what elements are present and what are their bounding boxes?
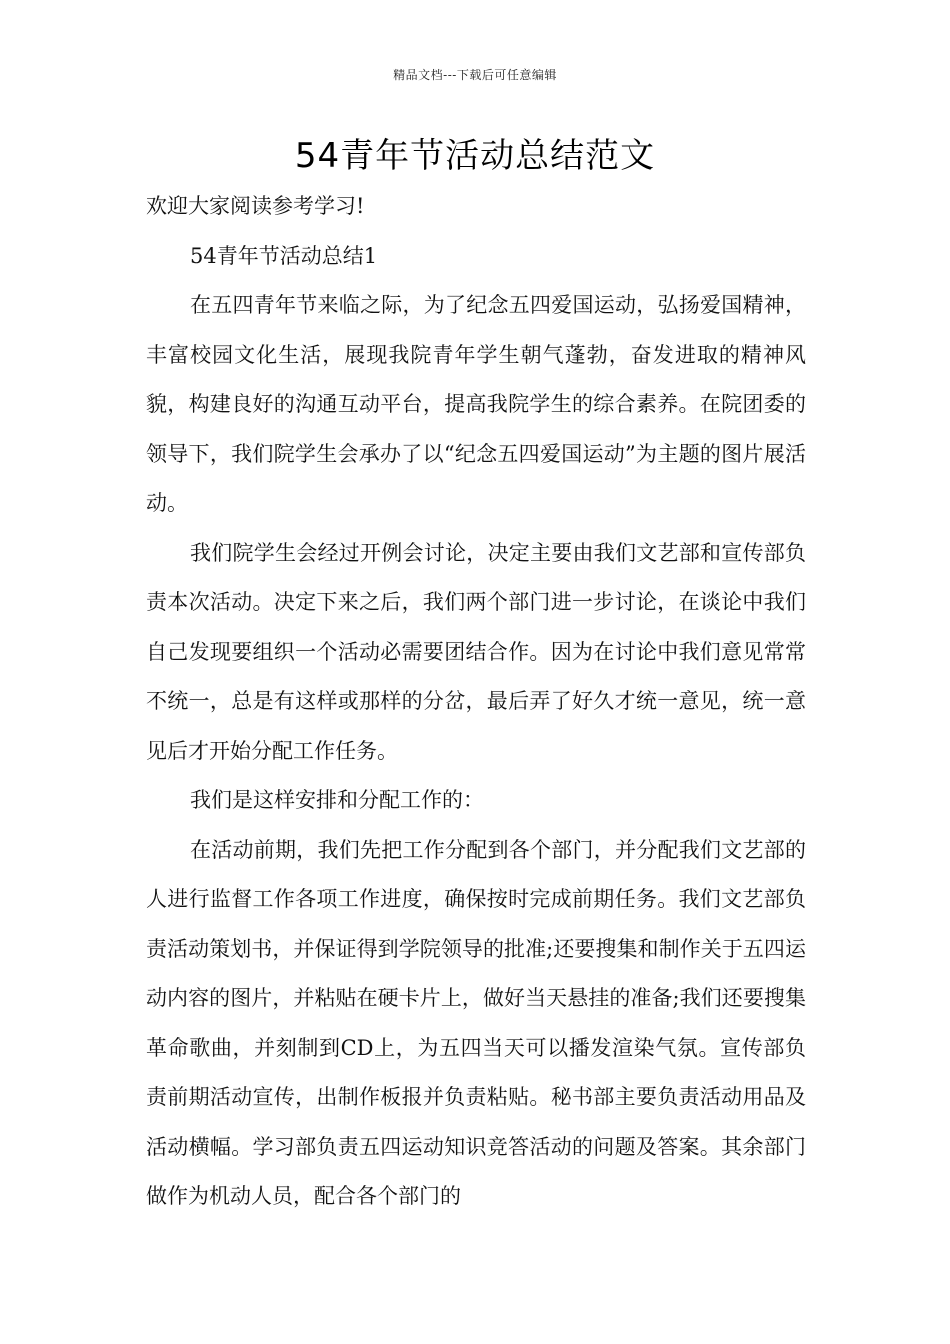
document-title: 54青年节活动总结范文 <box>294 136 656 176</box>
document-body <box>146 182 806 1222</box>
section-heading: 54青年节活动总结1 <box>190 243 378 268</box>
body-paragraph: 在活动前期，我们先把工作分配到各个部门，并分配我们文艺部的人进行监督工作各项工作进度，确保按时完成前期任务。我们文艺部负责活动策划书，并保证得到学院领导的批准;还要搜集和制作关于五四运动内容的图片，并粘贴在硬卡片上，做好当天悬挂的准备;我们还要搜集革命歌曲，并刻制到CD上，为五四当天可以播发渲染气氛。宣传部负责前期活动宣传，出制作板报并负责粘贴。秘书部主要负责活动用品及活动横幅。学习部负责五四运动知识竞答活动的问题及答案。其余部门做作为机动人员，配合各个部门的 <box>146 837 806 1208</box>
body-paragraph: 我们院学生会经过开例会讨论，决定主要由我们文艺部和宣传部负责本次活动。决定下来之后，我们两个部门进一步讨论，在谈论中我们自己发现要组织一个活动必需要团结合作。因为在讨论中我们意见常常不统一，总是有这样或那样的分岔，最后弄了好久才统一意见，统一意见后才开始分配工作任务。 <box>146 540 806 763</box>
header-note: 精品文档---下载后可任意编辑 <box>393 68 557 82</box>
intro-paragraph: 欢迎大家阅读参考学习! <box>146 194 365 218</box>
body-paragraph: 我们是这样安排和分配工作的： <box>190 788 484 812</box>
body-paragraph: 在五四青年节来临之际，为了纪念五四爱国运动，弘扬爱国精神，丰富校园文化生活，展现我院青年学生朝气蓬勃，奋发进取的精神风貌，构建良好的沟通互动平台，提高我院学生的综合素养。在院团委的领导下，我们院学生会承办了以“纪念五四爱国运动”为主题的图片展活动。 <box>146 293 806 515</box>
